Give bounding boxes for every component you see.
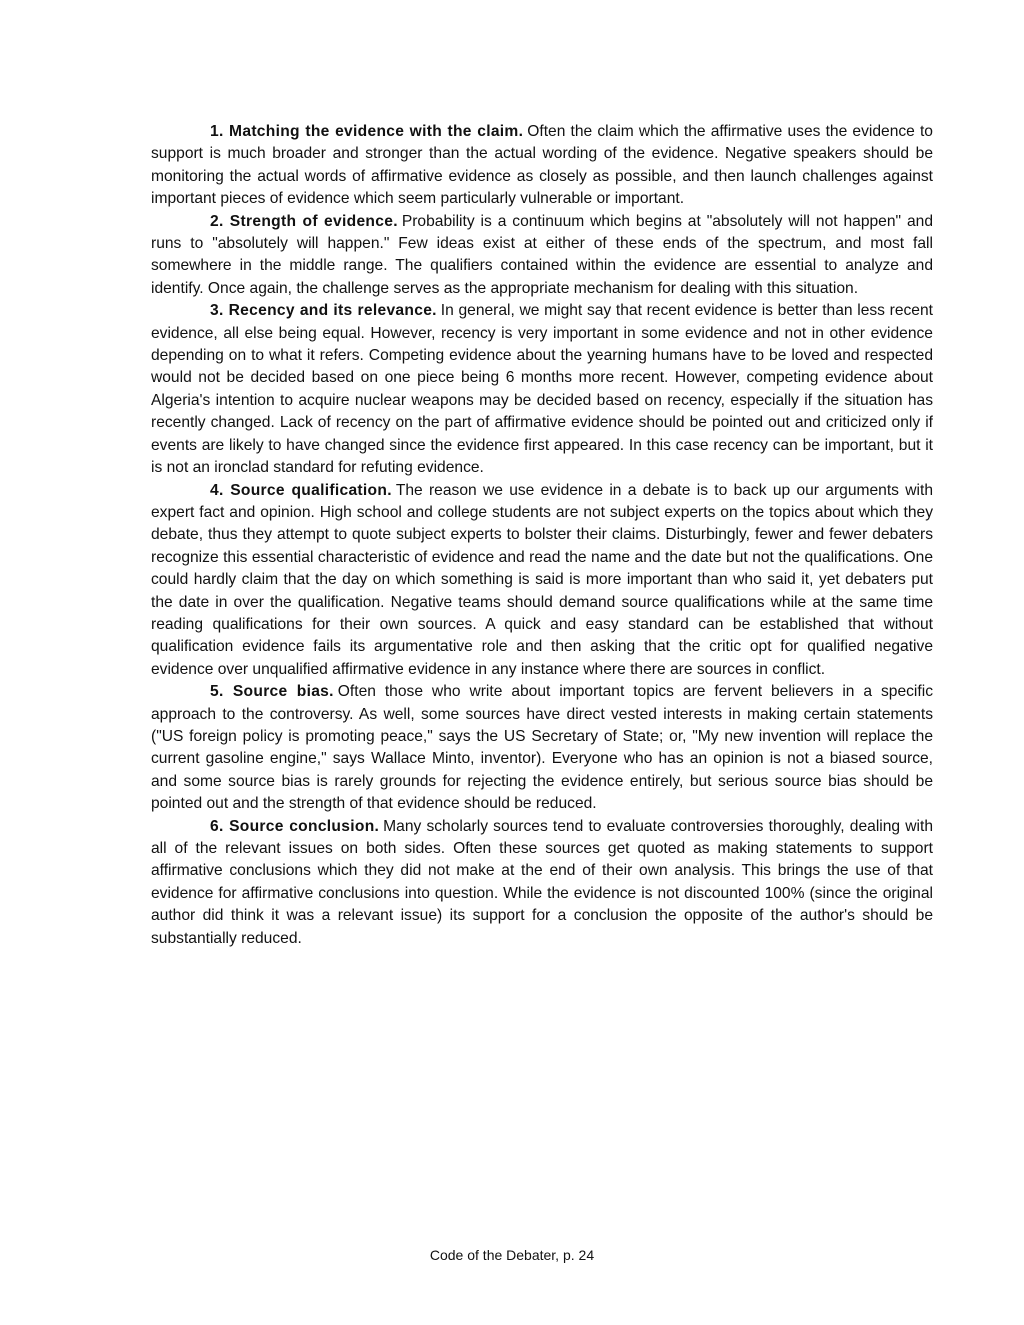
- paragraph-text: The reason we use evidence in a debate is to back up our arguments with expert fact and opinion. High school and college students are not subject experts on the topics about which they debate, thus they attempt to quote subject experts to bolster their claims. Disturbingly, fewer and fewer debaters recognize this essential characteristic of evidence and read the name and the date but not the qualifications. One could hardly claim that the day on which something is said is more important than who said it, yet debaters put the date in over the qualification. Negative teams should demand source qualifications while at the same time reading qualifications for their own sources. A quick and easy standard can be established that without qualification evidence fails its argumentative role and then asking that the critic opt for qualified negative evidence over unqualified affirmative evidence in any instance where there are sources in conflict.: [151, 481, 933, 678]
- paragraph-source-bias: [151, 681, 933, 815]
- paragraph-source-conclusion: [151, 816, 933, 950]
- paragraph-text: Many scholarly sources tend to evaluate controversies thoroughly, dealing with all of the relevant issues on both sides. Often these sources get quoted as making statements to support affirmative conclusions which they did not make at the end of their own analysis. This brings the use of that evidence for affirmative conclusions into question. While the evidence is not discounted 100% (since the original author did think it was a relevant issue) its support for a conclusion the opposite of the author's should be substantially reduced.: [151, 817, 933, 947]
- paragraph-heading: 5. Source bias.: [210, 683, 334, 701]
- paragraph-heading: 6. Source conclusion.: [210, 817, 380, 835]
- paragraph-matching-evidence: [151, 121, 933, 211]
- paragraph-heading: 2. Strength of evidence.: [210, 212, 398, 230]
- paragraph-text: Probability is a continuum which begins at "absolutely will not happen" and runs to "absolutely will happen." Few ideas exist at either of these ends of the spectrum, and most fall somewhere in the middle range. The qualifiers contained within the evidence are essential to analyze and identify. Once again, the challenge serves as the appropriate mechanism for dealing with this situation.: [151, 212, 933, 297]
- page-footer: Code of the Debater, p. 24: [429, 1247, 595, 1263]
- paragraph-heading: 1. Matching the evidence with the claim.: [210, 123, 524, 140]
- paragraph-recency: [151, 300, 933, 479]
- paragraph-text: Often the claim which the affirmative uses the evidence to support is much broader and stronger than the actual wording of the evidence. Negative speakers should be monitoring the actual words of affirmative evidence as closely as possible, and then launch challenges against important pieces of evidence which seem particularly vulnerable or important.: [151, 123, 933, 208]
- paragraph-source-qualification: [151, 480, 933, 682]
- paragraph-heading: 3. Recency and its relevance.: [210, 302, 437, 320]
- paragraph-heading: 4. Source qualification.: [210, 481, 392, 499]
- page-body: [151, 121, 933, 950]
- paragraph-text: Often those who write about important topics are fervent believers in a specific approach to the controversy. As well, some sources have direct vested interests in making certain statements ("US foreign policy is promoting peace," says the US Secretary of State; or, "My new invention will replace the current gasoline engine," says Wallace Minto, inventor). Everyone who has an opinion is not a biased source, and some source bias is rarely grounds for rejecting the evidence entirely, but serious source bias should be pointed out and the strength of that evidence should be reduced.: [151, 683, 933, 813]
- paragraph-text: In general, we might say that recent evidence is better than less recent evidence, all else being equal. However, recency is very important in some evidence and not in other evidence depending on to what it refers. Competing evidence about the yearning humans have to be loved and respected would not be decided based on one piece being 6 months more recent. However, competing evidence about Algeria's intention to acquire nuclear weapons may be decided based on recency, especially if the situation has recently changed. Lack of recency on the part of affirmative evidence should be pointed out and criticized only if events are likely to have changed since the evidence first appeared. In this case recency can be important, but it is not an ironclad standard for refuting evidence.: [151, 302, 933, 477]
- paragraph-strength-of-evidence: [151, 211, 933, 301]
